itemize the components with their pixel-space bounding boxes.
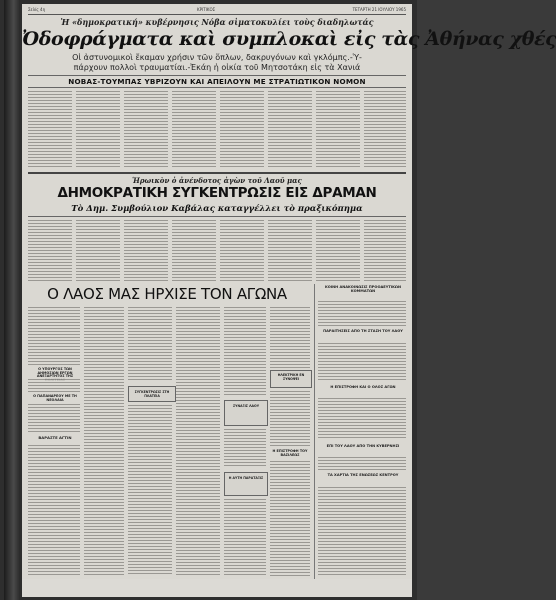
right-column-body <box>318 300 406 326</box>
lead-body-column <box>220 90 264 168</box>
folio-rule <box>28 14 406 15</box>
boxed-item-title: ΣΥΝΑΞΙΣ ΛΑΟΥ <box>232 404 260 408</box>
left-column-head: Ο ΥΠΟΥΡΓΟΣ ΤΩΝ ΔΗΜΟΣΙΩΝ ΕΡΓΩΝ ΑΝΕΞΑΡΤΗΤΟΣ ΤΗΣ <box>36 367 74 379</box>
second-headline: ΔΗΜΟΚΡΑΤΙΚΗ ΣΥΓΚΕΝΤΡΩΣΙΣ ΕΙΣ ΔΡΑΜΑΝ <box>57 185 377 201</box>
right-column-body <box>318 486 406 576</box>
right-column-head: ΤΑ ΧΑΡΤΙΑ ΤΗΣ ΕΝΩΣΕΩΣ ΚΕΝΤΡΟΥ <box>327 473 399 477</box>
right-column-head: Η ΕΠΙΣΤΡΟΦΗ ΚΑΙ Ο ΟΛΟΣ ΑΓΩΝ <box>330 385 396 389</box>
right-column-head: ΕΠΙ ΤΟΥ ΛΑΟΥ ΑΠΟ ΤΗΝ ΚΥΒΕΡΝΗΣΙ <box>326 444 400 448</box>
third-body-column <box>224 428 266 468</box>
boxed-item <box>224 472 268 496</box>
third-body-column <box>28 403 80 433</box>
lead-body-column <box>76 90 120 168</box>
folio-page-number: Σελίς 4η <box>28 7 46 12</box>
second-body-column <box>220 219 264 281</box>
boxed-item <box>270 370 312 388</box>
third-body-column <box>270 390 310 446</box>
rule <box>28 87 406 88</box>
folio-date: ΤΕΤΑΡΤΗ 21 ΙΟΥΛΙΟΥ 1965 <box>352 7 406 12</box>
third-body-column <box>224 306 266 396</box>
second-body-column <box>76 219 120 281</box>
second-subhead: Τὸ Δημ. Συμβούλιον Καβάλας καταγγέλλει τὸ πραξικόπημα <box>71 204 363 214</box>
folio-masthead: ΚΡΙΤΙΚΟΣ <box>197 7 216 12</box>
third-body-column <box>176 306 220 576</box>
second-kicker: Ἡρωικὸν ὁ ἀνένδοτος ἀγὼν τοῦ Λαοῦ μας <box>132 176 302 185</box>
third-body-column <box>128 404 172 576</box>
mid-column-head: Η ΕΠΙΣΤΡΟΦΗ ΤΟΥ ΒΑΣΙΛΕΩΣ <box>272 449 308 457</box>
third-body-column <box>270 460 310 576</box>
left-column-head: Ο ΠΑΠΑΝΔΡΕΟΥ ΜΕ ΤΗ ΝΕΟΛΑΙΑ <box>33 394 77 402</box>
lead-subhead-line-1: Οἱ ἀστυνομικοὶ ἔκαμαν χρήσιν τῶν ὅπλων, δακρυγόνων καὶ γκλόμπς.-Ὑ- <box>72 53 362 62</box>
boxed-item <box>224 400 268 426</box>
third-body-column <box>270 306 310 368</box>
second-body-column <box>28 219 72 281</box>
boxed-item-title: Η ΑΥΤΗ ΠΑΡΑΤΑΞΙΣ <box>228 476 264 480</box>
right-column-body <box>318 397 406 439</box>
second-body-column <box>172 219 216 281</box>
lead-body-column <box>316 90 360 168</box>
right-column-head: ΠΑΡΑΙΤΗΣΕΙΣ ΑΠΟ ΤΗ ΣΤΑΣΗ ΤΟΥ ΛΑΟΥ <box>323 329 403 333</box>
third-body-column <box>224 498 266 576</box>
rule <box>28 75 406 76</box>
second-body-column <box>316 219 360 281</box>
lead-body-column <box>124 90 168 168</box>
column-rule <box>314 284 315 584</box>
lead-kicker: Ἡ «δημοκρατική» κυβέρνησις Νόβα σἱματοκυλίει τοὺς διαδηλωτάς <box>60 17 374 27</box>
right-column-head: ΚΟΙΝΗ ΑΝΑΚΟΙΝΩΣΙΣ ΠΡΟΟΔΕΥΤΙΚΩΝ ΚΟΜΜΑΤΩΝ <box>325 285 401 293</box>
section-rule <box>28 172 406 174</box>
second-body-column <box>364 219 406 281</box>
right-column-body <box>318 456 406 470</box>
lead-body-column <box>172 90 216 168</box>
binding-edge <box>4 0 20 600</box>
left-column-head: ΒΑΡΑΣΤΕ ΑΓΤΙΝ <box>38 435 72 440</box>
lead-banner: ΝΟΒΑΣ-ΤΟΥΜΠΑΣ ΥΒΡΙΖΟΥΝ ΚΑΙ ΑΠΕΙΛΟΥΝ ΜΕ ΣΤΡΑΤΙΩΤΙΚΟΝ ΝΟΜΟΝ <box>68 77 366 86</box>
rule <box>28 216 406 217</box>
boxed-item <box>128 386 176 402</box>
third-body-column <box>28 444 80 576</box>
third-body-column <box>128 306 172 382</box>
lead-body-column <box>364 90 406 168</box>
newspaper-page <box>22 4 556 597</box>
page-bottom-margin <box>22 579 412 597</box>
second-body-column <box>124 219 168 281</box>
third-body-column <box>28 306 80 366</box>
lead-subhead-line-2: πάρχουν πολλοὶ τραυματίαι.-Ἐκάη ἡ οἰκία τοῦ Μητσοτάκη εἰς τὰ Χανιά <box>73 63 361 72</box>
second-body-column <box>268 219 312 281</box>
third-headline: Ο ΛΑΟΣ ΜΑΣ ΗΡΧΙΣΕ ΤΟΝ ΑΓΩΝΑ <box>47 285 287 303</box>
boxed-item-title: ΣΥΓΚΕΝΤΡΩΣΙΣ ΣΤΗ ΠΛΑΤΕΙΑ <box>134 390 170 398</box>
lead-body-column <box>268 90 312 168</box>
third-body-column <box>28 378 80 392</box>
boxed-item-title: ΗΛΕΚΤΡΙΚΗ ΕΝ ΣΥΝΟΨΕΙ <box>277 373 305 381</box>
right-column-body <box>318 342 406 380</box>
lead-body-column <box>28 90 72 168</box>
third-body-column <box>84 306 124 576</box>
lead-headline: Ὀδοφράγματα καὶ συμπλοκαὶ εἰς τὰς Ἀθήνας χθές <box>22 28 556 50</box>
